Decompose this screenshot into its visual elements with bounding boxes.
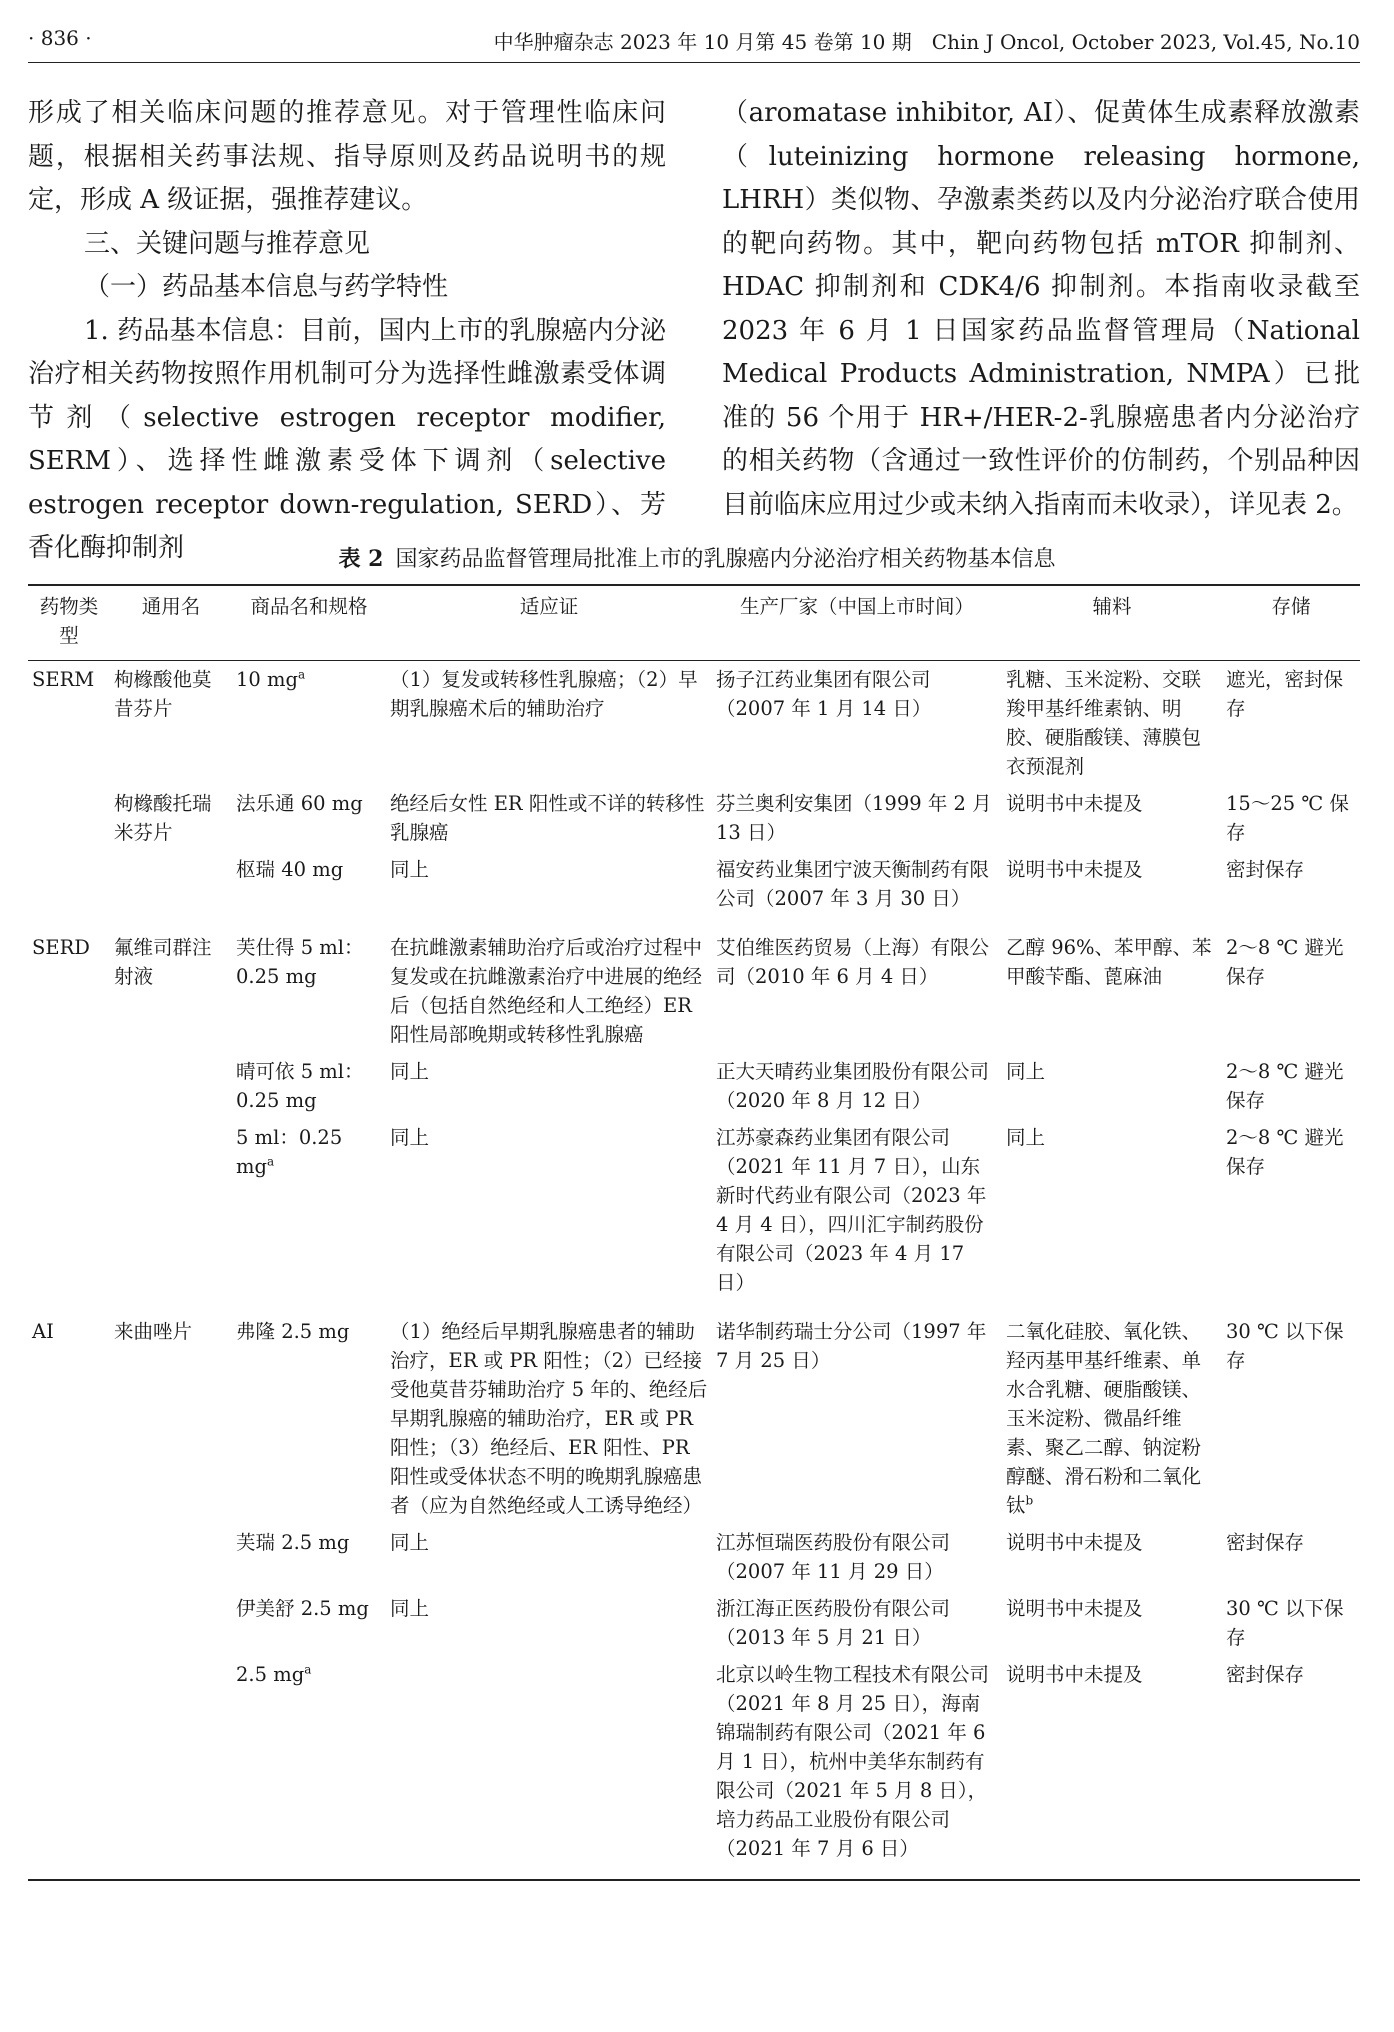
excipient-cell <box>1002 1590 1222 1656</box>
table-row <box>28 1301 1360 1524</box>
manufacturer-cell <box>712 1119 1002 1301</box>
storage-cell-text: 密封保存 <box>1226 858 1305 881</box>
indication-cell <box>386 1053 712 1119</box>
table-caption <box>0 542 1394 573</box>
text-column-left <box>28 92 666 571</box>
table-row <box>28 851 1360 917</box>
header-cell: 存储 <box>1222 585 1360 661</box>
indication-cell-text: 同上 <box>390 858 430 881</box>
table-row <box>28 785 1360 851</box>
excipient-cell-text: 说明书中未提及 <box>1006 1663 1143 1686</box>
brand-spec-cell <box>232 1590 386 1656</box>
storage-cell <box>1222 1590 1360 1656</box>
indication-cell <box>386 851 712 917</box>
manufacturer-cell-text: 福安药业集团宁波天衡制药有限公司（2007 年 3 月 30 日） <box>716 858 990 910</box>
table-header-row <box>28 585 1360 661</box>
excipient-cell <box>1002 1656 1222 1880</box>
footnote-marker: b <box>1025 1493 1034 1508</box>
brand-spec-cell <box>232 1053 386 1119</box>
brand-spec-cell-text: 10 mg <box>236 668 298 691</box>
indication-cell-text: 在抗雌激素辅助治疗后或治疗过程中复发或在抗雌激素治疗中进展的绝经后（包括自然绝经和人工绝经）ER 阳性局部晚期或转移性乳腺癌 <box>390 936 703 1046</box>
manufacturer-cell <box>712 917 1002 1053</box>
indication-cell <box>386 1119 712 1301</box>
indication-cell <box>386 661 712 786</box>
header-cell: 辅料 <box>1002 585 1222 661</box>
header-cell: 药物类型 <box>28 585 110 661</box>
section-heading: 三、关键问题与推荐意见 <box>84 228 371 259</box>
storage-cell-text: 2～8 ℃ 避光保存 <box>1226 936 1344 988</box>
excipient-cell-text: 二氧化硅胶、氧化铁、羟丙基甲基纤维素、单水合乳糖、硬脂酸镁、玉米淀粉、微晶纤维素、聚乙二醇、钠淀粉醇醚、滑石粉和二氧化钛 <box>1006 1320 1202 1517</box>
excipient-cell-text: 说明书中未提及 <box>1006 1597 1143 1620</box>
excipient-cell-text: 说明书中未提及 <box>1006 858 1143 881</box>
footnote-marker: a <box>304 1662 312 1677</box>
storage-cell <box>1222 661 1360 786</box>
manufacturer-cell-text: 浙江海正医药股份有限公司（2013 年 5 月 21 日） <box>716 1597 951 1649</box>
header-cell: 商品名和规格 <box>232 585 386 661</box>
footnote-marker: a <box>298 667 306 682</box>
storage-cell <box>1222 785 1360 851</box>
drug-class-cell <box>28 1656 110 1880</box>
manufacturer-cell <box>712 785 1002 851</box>
indication-cell <box>386 1524 712 1590</box>
brand-spec-cell <box>232 1119 386 1301</box>
table-body <box>28 661 1360 1881</box>
brand-spec-cell-text: 芙仕得 5 ml：0.25 mg <box>236 936 364 988</box>
storage-cell-text: 遮光，密封保存 <box>1226 668 1344 720</box>
excipient-cell <box>1002 661 1222 786</box>
brand-spec-cell <box>232 1301 386 1524</box>
indication-cell-text: （1）复发或转移性乳腺癌；（2）早期乳腺癌术后的辅助治疗 <box>390 668 698 720</box>
brand-spec-cell <box>232 1656 386 1880</box>
brand-spec-cell-text: 弗隆 2.5 mg <box>236 1320 350 1343</box>
manufacturer-cell-text: 江苏恒瑞医药股份有限公司（2007 年 11 月 29 日） <box>716 1531 951 1583</box>
storage-cell <box>1222 851 1360 917</box>
brand-spec-cell-text: 枢瑞 40 mg <box>236 858 344 881</box>
manufacturer-cell-text: 正大天晴药业集团股份有限公司（2020 年 8 月 12 日） <box>716 1060 990 1112</box>
drug-info-table <box>28 584 1360 1881</box>
table-row <box>28 1656 1360 1880</box>
storage-cell-text: 密封保存 <box>1226 1531 1305 1554</box>
excipient-cell-text: 乙醇 96%、苯甲醇、苯甲酸苄酯、蓖麻油 <box>1006 936 1212 988</box>
header-cell: 适应证 <box>386 585 712 661</box>
manufacturer-cell <box>712 1053 1002 1119</box>
storage-cell <box>1222 1119 1360 1301</box>
paragraph: 形成了相关临床问题的推荐意见。对于管理性临床问题，根据相关药事法规、指导原则及药品说明书的规定，形成 A 级证据，强推荐建议。 <box>28 98 666 215</box>
header-rule <box>28 62 1360 63</box>
running-header: 中华肿瘤杂志 2023 年 10 月第 45 卷第 10 期 Chin J Oncol, October 2023, Vol.45, No.10 <box>493 30 1360 54</box>
footnote-marker: a <box>266 1154 275 1169</box>
drug-class-cell <box>28 1301 110 1524</box>
brand-spec-cell-text: 伊美舒 2.5 mg <box>236 1597 369 1620</box>
table-row <box>28 1524 1360 1590</box>
storage-cell-text: 密封保存 <box>1226 1663 1305 1686</box>
table-row <box>28 1590 1360 1656</box>
drug-class-cell <box>28 1053 110 1119</box>
generic-name-cell <box>110 661 232 786</box>
manufacturer-cell <box>712 1301 1002 1524</box>
drug-class-cell <box>28 661 110 786</box>
generic-name-cell <box>110 1119 232 1301</box>
paragraph: 1. 药品基本信息：目前，国内上市的乳腺癌内分泌治疗相关药物按照作用机制可分为选择性雌激素受体调节剂（selective estrogen receptor modifier, SERM）、选择性雌激素受体下调剂（selective estrogen receptor down-regulation, SERD）、芳香化酶抑制剂 <box>28 315 666 563</box>
excipient-cell <box>1002 851 1222 917</box>
storage-cell-text: 30 ℃ 以下保存 <box>1226 1320 1344 1372</box>
indication-cell-text: （1）绝经后早期乳腺癌患者的辅助治疗，ER 或 PR 阳性；（2）已经接受他莫昔芬辅助治疗 5 年的、绝经后早期乳腺癌的辅助治疗，ER 或 PR 阳性；（3）绝经后、ER 阳性、PR 阳性或受体状态不明的晚期乳腺癌患者（应为自然绝经或人工诱导绝经） <box>390 1320 708 1517</box>
manufacturer-cell-text: 扬子江药业集团有限公司（2007 年 1 月 14 日） <box>716 668 932 720</box>
manufacturer-cell <box>712 661 1002 786</box>
indication-cell-text: 同上 <box>390 1060 430 1083</box>
manufacturer-cell-text: 艾伯维医药贸易（上海）有限公司（2010 年 6 月 4 日） <box>716 936 990 988</box>
indication-cell <box>386 1301 712 1524</box>
excipient-cell <box>1002 1053 1222 1119</box>
manufacturer-cell <box>712 1524 1002 1590</box>
manufacturer-cell-text: 芬兰奥利安集团（1999 年 2 月 13 日） <box>716 792 992 844</box>
manufacturer-cell <box>712 1656 1002 1880</box>
generic-name-cell-text: 氟维司群注射液 <box>114 936 212 988</box>
storage-cell <box>1222 1656 1360 1880</box>
indication-cell <box>386 1590 712 1656</box>
generic-name-cell <box>110 1656 232 1880</box>
drug-class-cell <box>28 917 110 1053</box>
header-cell: 生产厂家（中国上市时间） <box>712 585 1002 661</box>
drug-class-cell <box>28 1590 110 1656</box>
text-column-right <box>722 92 1360 527</box>
drug-class-cell <box>28 1524 110 1590</box>
storage-cell-text: 15～25 ℃ 保存 <box>1226 792 1349 844</box>
paragraph: （aromatase inhibitor, AI）、促黄体生成素释放激素（luteinizing hormone releasing hormone, LHRH）类似物、孕激素类药以及内分泌治疗联合使用的靶向药物。其中，靶向药物包括 mTOR 抑制剂、HDAC 抑制剂和 CDK4/6 抑制剂。本指南收录截至 2023 年 6 月 1 日国家药品监督管理局（National Medical Products Administration, NMPA）已批准的 56 个用于 HR+/HER-2-乳腺癌患者内分泌治疗的相关药物（含通过一致性评价的仿制药，个别品种因目前临床应用过少或未纳入指南而未收录），详见表 2。 <box>722 98 1360 520</box>
brand-spec-cell <box>232 917 386 1053</box>
manufacturer-cell-text: 江苏豪森药业集团有限公司（2021 年 11 月 7 日），山东新时代药业有限公司（2023 年 4 月 4 日），四川汇宇制药股份有限公司（2023 年 4 月 17 日） <box>716 1126 987 1294</box>
table-row <box>28 917 1360 1053</box>
generic-name-cell <box>110 917 232 1053</box>
brand-spec-cell <box>232 851 386 917</box>
generic-name-cell <box>110 851 232 917</box>
table-title: 国家药品监督管理局批准上市的乳腺癌内分泌治疗相关药物基本信息 <box>395 547 1056 572</box>
manufacturer-cell <box>712 851 1002 917</box>
excipient-cell <box>1002 1119 1222 1301</box>
storage-cell <box>1222 1524 1360 1590</box>
generic-name-cell <box>110 1590 232 1656</box>
indication-cell <box>386 1656 712 1880</box>
excipient-cell-text: 乳糖、玉米淀粉、交联羧甲基纤维素钠、明胶、硬脂酸镁、薄膜包衣预混剂 <box>1006 668 1202 778</box>
excipient-cell-text: 说明书中未提及 <box>1006 1531 1143 1554</box>
brand-spec-cell-text: 芙瑞 2.5 mg <box>236 1531 350 1554</box>
drug-class-cell <box>28 1119 110 1301</box>
brand-spec-cell-text: 5 ml：0.25 mg <box>236 1126 343 1178</box>
table-label: 表 2 <box>338 546 384 572</box>
drug-class-cell <box>28 851 110 917</box>
storage-cell-text: 30 ℃ 以下保存 <box>1226 1597 1344 1649</box>
excipient-cell-text: 说明书中未提及 <box>1006 792 1143 815</box>
excipient-cell <box>1002 1524 1222 1590</box>
table-row <box>28 1119 1360 1301</box>
subsection-heading: （一）药品基本信息与药学特性 <box>84 272 449 302</box>
brand-spec-cell-text: 晴可依 5 ml：0.25 mg <box>236 1060 364 1112</box>
generic-name-cell <box>110 1524 232 1590</box>
excipient-cell <box>1002 1301 1222 1524</box>
manufacturer-cell-text: 诺华制药瑞士分公司（1997 年 7 月 25 日） <box>716 1320 987 1372</box>
indication-cell-text: 绝经后女性 ER 阳性或不详的转移性乳腺癌 <box>390 792 705 844</box>
excipient-cell <box>1002 785 1222 851</box>
generic-name-cell <box>110 785 232 851</box>
storage-cell-text: 2～8 ℃ 避光保存 <box>1226 1126 1344 1178</box>
indication-cell-text: 同上 <box>390 1531 430 1554</box>
drug-class-cell-text: AI <box>32 1320 54 1343</box>
storage-cell <box>1222 917 1360 1053</box>
excipient-cell-text: 同上 <box>1006 1060 1046 1083</box>
brand-spec-cell <box>232 785 386 851</box>
excipient-cell-text: 同上 <box>1006 1126 1046 1149</box>
indication-cell <box>386 785 712 851</box>
table-row <box>28 1053 1360 1119</box>
drug-class-cell <box>28 785 110 851</box>
generic-name-cell <box>110 1301 232 1524</box>
drug-class-cell-text: SERM <box>32 668 95 691</box>
drug-class-cell-text: SERD <box>32 936 90 959</box>
manufacturer-cell <box>712 1590 1002 1656</box>
generic-name-cell-text: 枸橼酸他莫昔芬片 <box>114 668 212 720</box>
indication-cell-text: 同上 <box>390 1126 430 1149</box>
brand-spec-cell <box>232 661 386 786</box>
generic-name-cell <box>110 1053 232 1119</box>
indication-cell <box>386 917 712 1053</box>
excipient-cell <box>1002 917 1222 1053</box>
indication-cell-text: 同上 <box>390 1597 430 1620</box>
storage-cell <box>1222 1053 1360 1119</box>
brand-spec-cell-text: 法乐通 60 mg <box>236 792 363 815</box>
generic-name-cell-text: 来曲唑片 <box>114 1320 193 1343</box>
storage-cell-text: 2～8 ℃ 避光保存 <box>1226 1060 1344 1112</box>
header-cell: 通用名 <box>110 585 232 661</box>
storage-cell <box>1222 1301 1360 1524</box>
page-number: · 836 · <box>28 26 92 50</box>
manufacturer-cell-text: 北京以岭生物工程技术有限公司（2021 年 8 月 25 日），海南锦瑞制药有限公司（2021 年 6 月 1 日），杭州中美华东制药有限公司（2021 年 5 月 8 日），培力药品工业股份有限公司（2021 年 7 月 6 日） <box>716 1663 990 1860</box>
generic-name-cell-text: 枸橼酸托瑞米芬片 <box>114 792 212 844</box>
table-row <box>28 661 1360 786</box>
brand-spec-cell-text: 2.5 mg <box>236 1663 305 1686</box>
brand-spec-cell <box>232 1524 386 1590</box>
